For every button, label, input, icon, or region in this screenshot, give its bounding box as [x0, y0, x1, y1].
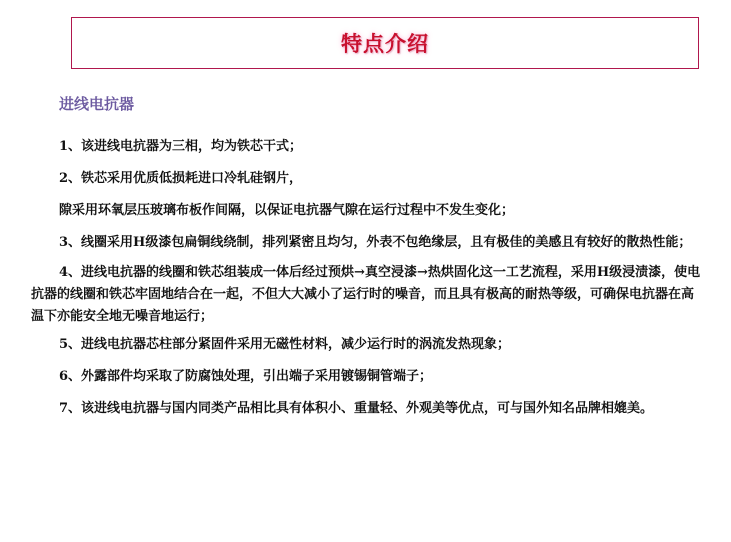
feature-item-2: 2、铁芯采用优质低损耗进口冷轧硅钢片，	[59, 171, 303, 186]
feature-item-7: 7、该进线电抗器与国内同类产品相比具有体积小、重量轻、外观美等优点，可与国外知名品牌相媲美。	[59, 401, 654, 416]
feature-item-6: 6、外露部件均采取了防腐蚀处理，引出端子采用镀锡铜管端子；	[59, 369, 433, 384]
feature-item-5: 5、进线电抗器芯柱部分紧固件采用无磁性材料，减少运行时的涡流发热现象；	[59, 337, 511, 352]
feature-item-3: 3、线圈采用H级漆包扁铜线绕制，排列紧密且均匀，外表不包绝缘层，且有极佳的美感且有较好的散热性能；	[59, 235, 692, 250]
title-banner	[71, 17, 699, 69]
feature-item-4: 4、进线电抗器的线圈和铁芯组装成一体后经过预烘→真空浸漆→热烘固化这一工艺流程，采用H级浸渍漆，使电抗器的线圈和铁芯牢固地结合在一起，不但大大减小了运行时的噪音，而且具有极高的耐热等级，可确保电抗器在高温下亦能安全地无噪音地运行；	[31, 265, 701, 324]
section-heading: 进线电抗器	[59, 95, 135, 113]
feature-item-1: 1、该进线电抗器为三相，均为铁芯干式；	[59, 139, 303, 154]
feature-item-2-continued: 隙采用环氧层压玻璃布板作间隔，以保证电抗器气隙在运行过程中不发生变化；	[59, 203, 515, 218]
content-area	[31, 93, 703, 420]
page-title: 特点介绍	[341, 32, 429, 56]
